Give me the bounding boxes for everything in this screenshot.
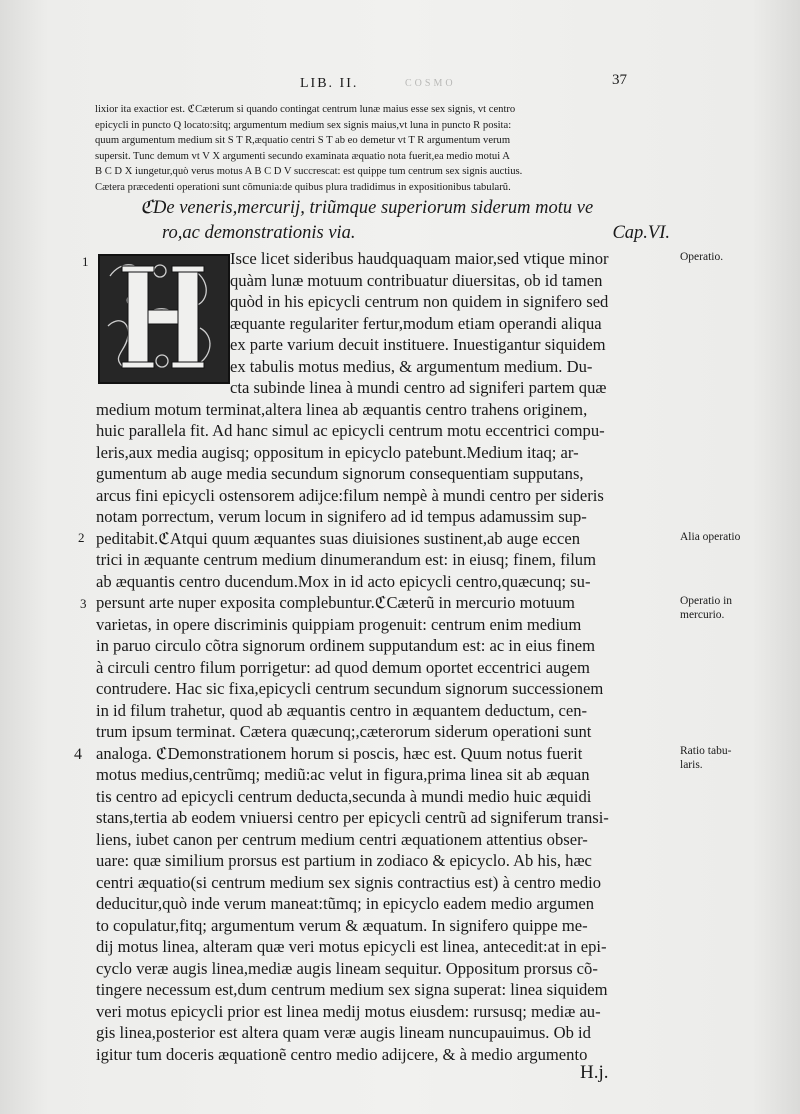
text-line: leris,aux media augisq; oppositum in epicyclo patebunt.Medium itaq; ar- <box>96 442 579 462</box>
margin-note-ratio-tabularis: Ratio tabu-laris. <box>680 745 732 771</box>
text-line: to copulatur,fitq; argumentum verum & æquatum. In signifero quippe me- <box>96 915 588 935</box>
bleed-through-text: COSMO <box>405 78 456 89</box>
text-line: Isce licet sideribus haudquaquam maior,sed vtique minor <box>230 249 609 268</box>
text-line: liens, iubet canon per centrum medium centri æquationem attentius obser- <box>96 829 588 849</box>
text-line: deducitur,quò inde verum maneat:tũmq; in epicyclo eadem medio argumen <box>96 894 595 913</box>
text-line: varietas, in opere discriminis quippiam progenuit: centrum enim medium <box>96 614 582 634</box>
text-line: persunt arte nuper exposita complebuntur.ℭCæterũ in mercurio motuum <box>96 593 575 612</box>
margin-note-operatio-mercurio: Operatio in mercurio. <box>680 595 733 621</box>
margin-note-alia-operatio: Alia operatio <box>680 531 741 543</box>
text-line: trici in æquante centrum medium dinumerandum est: in eiusq; finem, filum <box>96 550 597 569</box>
chapter-number: Cap.VI. <box>612 223 670 243</box>
margin-number-2: 2 <box>78 530 85 545</box>
text-line: ab æquantis centro ducendum.Mox in id acto epicycli centro,quæcunq; su- <box>96 571 591 591</box>
margin-note-operatio: Operatio. <box>680 251 724 263</box>
margin-number-1: 1 <box>82 254 89 269</box>
signature-mark: H.j. <box>580 1062 609 1083</box>
text-line: ex parte varium decuit instituere. Inuestigantur siquidem <box>230 335 606 354</box>
page-number: 37 <box>612 72 627 88</box>
small-text-line: epicycli in puncto Q locato:sitq; argumentum medium sex signis maius,vt luna in puncto R posita: <box>95 119 512 131</box>
text-line: peditabit.ℭAtqui quum æquantes suas diuisiones sustinent,ab auge eccen <box>96 528 581 548</box>
margin-number-3: 3 <box>80 596 87 611</box>
small-text-line: B C D X iungetur,quò verus motus A B C D V succrescat: est quippe tum centrum sex signis auctius. <box>95 166 523 178</box>
text-line: contrudere. Hac sic fixa,epicycli centrum secundum signorum successionem <box>96 679 604 698</box>
small-text-block <box>95 102 675 196</box>
chapter-heading-line-2: ro,ac demonstrationis via. <box>162 223 356 243</box>
text-line: cta subinde linea à mundi centro ad signiferi partem quæ <box>230 378 607 397</box>
text-line: tis centro ad epicycli centrum deducta,secunda à mundi medio huic æquidi <box>96 786 592 806</box>
text-line: in paruo circulo cõtra signorum ordinem supputandum est: ac in eius finem <box>96 636 596 655</box>
small-text-line: Cætera præcedenti operationi sunt cõmunia:de quibus plura tradidimus in expositionibus tabularũ. <box>95 181 511 193</box>
text-line: ex tabulis motus medius, & argumentum medium. Du- <box>230 356 593 376</box>
margin-number-4: 4 <box>74 746 82 763</box>
text-line: æquante regulariter fertur,modum etiam operandi aliqua <box>230 313 602 333</box>
text-line: quàm lunæ motuum contribuatur diuersitas, ob id tamen <box>230 270 603 290</box>
text-line: analoga. ℭDemonstrationem horum si poscis, hæc est. Quum notus fuerit <box>96 743 583 763</box>
text-line: trum ipsum terminat. Cætera quæcunq;,cæterorum siderum operationi sunt <box>96 722 592 741</box>
text-line: centri æquatio(si centrum medium sex signis contractius est) à centro medio <box>96 872 602 892</box>
text-line: à circuli centro filum porrigetur: ad quod demum oportet eccentrici augem <box>96 657 590 677</box>
chapter-heading-line-1: ℭDe veneris,mercurij, triũmque superiorum siderum motu ve <box>140 198 594 218</box>
text-line: gis linea,posterior est altera quam veræ augis lineam nuncupauimus. Ob id <box>96 1023 591 1042</box>
text-line: motus medius,centrũmq; mediũ:ac velut in figura,prima linea sit ab æquan <box>96 765 590 784</box>
text-line: veri motus epicycli prior est linea medij motus eiusdem: rursusq; mediæ au- <box>96 1001 601 1021</box>
text-line: dij motus linea, alteram quæ veri motus epicycli est linea, antecedit:at in epi- <box>96 937 607 956</box>
text-line: quòd in his epicycli centrum non quidem in signifero sed <box>230 292 609 311</box>
text-line: huic parallela fit. Ad hanc simul ac epicycli centrum motu eccentrici compu- <box>96 421 605 440</box>
text-line: stans,tertia ab eodem vniuersi centro per epicycli centrũ ad signiferum transi- <box>96 808 609 827</box>
page-header <box>0 72 800 98</box>
text-line: notam porrectum, verum locum in signifero ad id tempus adamussim sup- <box>96 507 587 526</box>
text-line: cyclo veræ augis linea,mediæ augis lineam sequitur. Oppositum prorsus cõ- <box>96 958 598 978</box>
text-line: igitur tum doceris æquationẽ centro medio adijcere, & à medio argumento <box>96 1044 588 1064</box>
text-line: gumentum ab auge media secundum signorum consequentiam supputans, <box>96 464 584 483</box>
text-line: tingere necessum est,dum centrum medium sex signa superat: linea siquidem <box>96 980 608 999</box>
main-text-block <box>96 248 676 1065</box>
text-line: uare: quæ similium prorsus est partium in zodiaco & epicyclo. Ab his, hæc <box>96 851 592 870</box>
small-text-line: quum argumentum medium sit S T R,æquatio centri S T ab eo demetur vt T R argumentum verum <box>95 135 511 147</box>
running-head: LIB. II. <box>300 76 359 91</box>
text-line: in id filum trahetur, quod ab æquantis centro in æquantem deductum, cen- <box>96 700 588 720</box>
chapter-heading <box>140 196 680 246</box>
small-text-line: supersit. Tunc demum vt V X argumenti secundo examinata æquatio nota fuerit,ea medio motui A <box>95 150 510 162</box>
small-text-line: lixior ita exactior est. ℭCæterum si quando contingat centrum lunæ maius esse sex signis, vt centro <box>95 104 516 115</box>
text-line: medium motum terminat,altera linea ab æquantis centro trahens originem, <box>96 399 588 419</box>
text-line: arcus fini epicycli ostensorem adijce:filum nempè à mundi centro per sideris <box>96 485 604 505</box>
